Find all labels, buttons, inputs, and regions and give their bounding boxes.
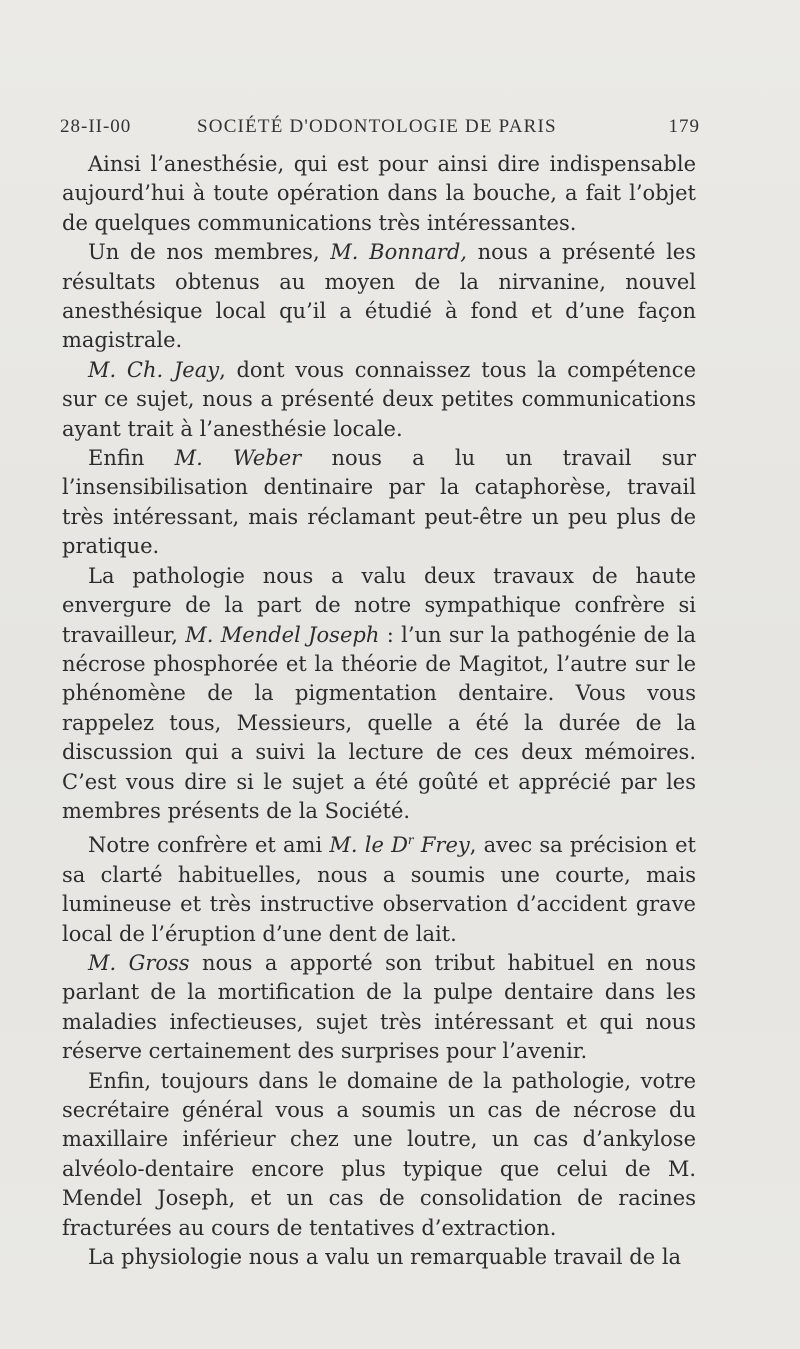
paragraph [62,1243,696,1272]
italic-name: Frey [413,833,470,858]
italic-name: M. Gross [88,950,190,975]
paragraph [62,949,696,1067]
italic-name: M. Weber [174,446,302,471]
text-run: , avec sa précision et sa clarté habituelles, nous a soumis une courte, mais lumineuse et très instructive observation d’accident grave local de l’éruption d’une dent de lait. [62,833,697,946]
text-run: : l’un sur la pathogénie de la nécrose phosphorée et la théorie de Magitot, l’autre sur le phénomène de la pigmentation dentaire. Vous vous rappelez tous, Messieurs, quelle a été la durée de la discussion qui a suivi la lecture de ces deux mémoires. C’est vous dire si le sujet a été goûté et apprécié par les membres présents de la Société. [62,622,696,823]
paragraph [62,562,696,827]
italic-name: M. le D [329,833,408,858]
text-run: Enfin, toujours dans le domaine de la pathologie, votre secrétaire général vous a soumis un cas de nécrose du maxillaire inférieur chez une loutre, un cas d’ankylose alvéolo-dentaire encore plus typique que celui de M. Mendel Joseph, et un cas de consolidation de racines fracturées au cours de tentatives d’extraction. [62,1068,696,1240]
header-date: 28-II-00 [60,116,132,137]
superscript: r [407,833,414,848]
page-number: 179 [668,116,700,137]
italic-name: M. Mendel Joseph [185,622,380,647]
paragraph [62,356,696,444]
body-text [62,150,696,1272]
running-header [60,116,700,142]
text-run: La pathologie nous a valu deux travaux de haute envergure de la part de notre sympathique confrère si travailleur, [62,563,696,647]
text-run: nous a apporté son tribut habituel en nous parlant de la mortification de la pulpe dentaire dans les maladies infectieuses, sujet très intéressant et qui nous réserve certainement des surprises pour l’avenir. [62,950,696,1064]
text-run: Ainsi l’anesthésie, qui est pour ainsi dire indispensable aujourd’hui à toute opération dans la bouche, a fait l’objet de quelques communications très intéressantes. [62,152,696,235]
text-run: nous a présenté les résultats obtenus au moyen de la nirvanine, nouvel anesthésique local qu’il a étudié à fond et d’une façon magistrale. [62,240,696,353]
paragraph [62,826,696,949]
text-run: Notre confrère et ami [88,833,330,858]
text-run: , dont vous connaissez tous la compétence sur ce sujet, nous a présenté deux petites communications ayant trait à l’anesthésie locale. [62,357,696,441]
paragraph [62,150,696,238]
header-title: SOCIÉTÉ D'ODONTOLOGIE DE PARIS [197,116,557,137]
italic-name: M. Bonnard, [330,240,467,265]
text-run: Un de nos membres, [88,240,331,265]
text-run: La physiologie nous a valu un remarquable travail de la [88,1245,682,1270]
italic-name: M. Ch. Jeay [88,357,220,382]
paragraph [62,444,696,562]
paragraph [62,1067,696,1243]
text-run: nous a lu un travail sur l’insensibilisation dentinaire par la cataphorèse, travail très intéressant, mais réclamant peut-être un peu plus de pratique. [62,446,696,559]
text-run: Enfin [88,446,175,471]
paragraph [62,238,696,356]
